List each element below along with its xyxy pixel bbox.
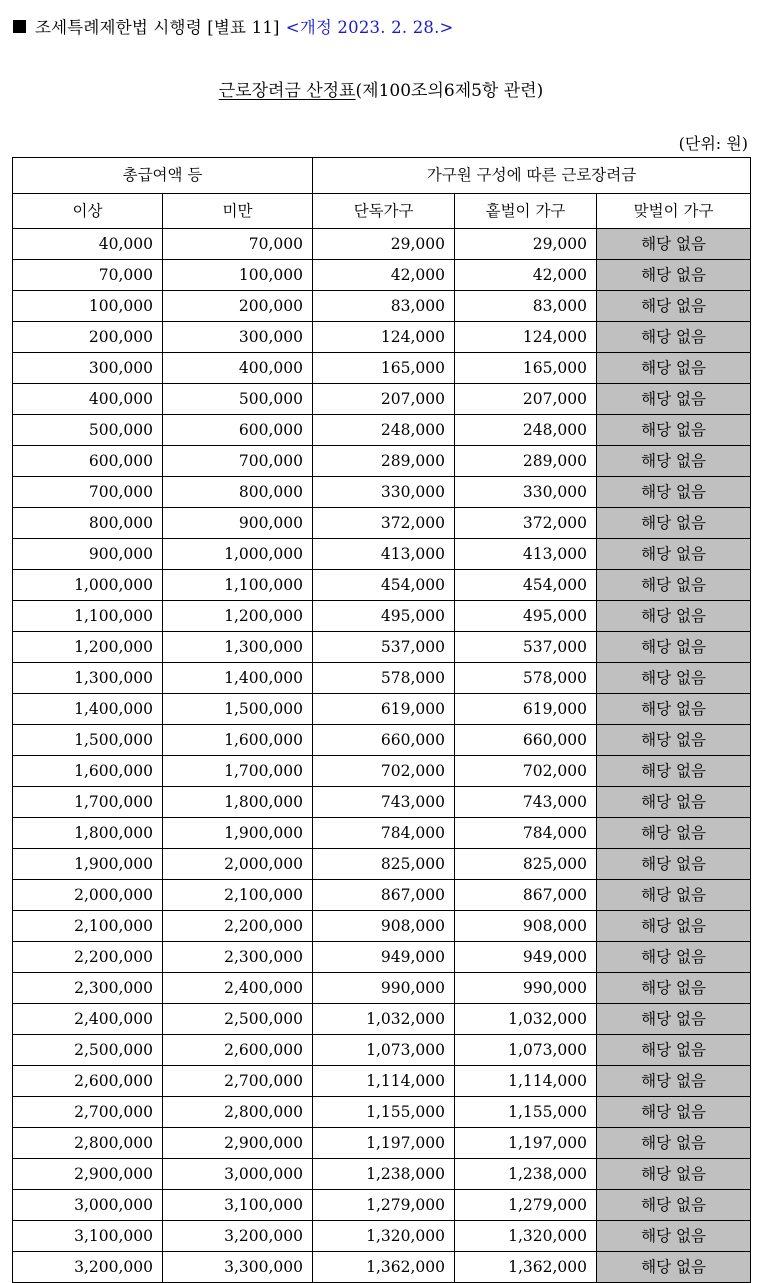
credit-single-household: 619,000 [313, 694, 455, 725]
table-row [13, 942, 751, 973]
table-row [13, 911, 751, 942]
credit-dual-earner-household: 해당 없음 [597, 849, 751, 880]
credit-single-household: 1,032,000 [313, 1004, 455, 1035]
credit-single-household: 454,000 [313, 570, 455, 601]
bracket-lower-bound: 1,200,000 [13, 632, 163, 663]
credit-single-household: 949,000 [313, 942, 455, 973]
bracket-upper-bound: 3,000,000 [163, 1159, 313, 1190]
credit-single-earner-household: 248,000 [455, 415, 597, 446]
credit-dual-earner-household: 해당 없음 [597, 260, 751, 291]
bracket-upper-bound: 500,000 [163, 384, 313, 415]
credit-single-earner-household: 124,000 [455, 322, 597, 353]
credit-dual-earner-household: 해당 없음 [597, 632, 751, 663]
credit-dual-earner-household: 해당 없음 [597, 911, 751, 942]
bracket-lower-bound: 700,000 [13, 477, 163, 508]
table-row [13, 1190, 751, 1221]
credit-single-household: 1,362,000 [313, 1252, 455, 1283]
credit-dual-earner-household: 해당 없음 [597, 818, 751, 849]
credit-single-earner-household: 660,000 [455, 725, 597, 756]
table-header [13, 158, 751, 229]
credit-single-earner-household: 784,000 [455, 818, 597, 849]
bracket-lower-bound: 100,000 [13, 291, 163, 322]
bracket-lower-bound: 2,700,000 [13, 1097, 163, 1128]
table-row [13, 1035, 751, 1066]
credit-dual-earner-household: 해당 없음 [597, 1128, 751, 1159]
unit-note: (단위: 원) [678, 134, 748, 153]
bracket-lower-bound: 300,000 [13, 353, 163, 384]
credit-single-earner-household: 1,114,000 [455, 1066, 597, 1097]
credit-single-household: 1,197,000 [313, 1128, 455, 1159]
credit-dual-earner-household: 해당 없음 [597, 384, 751, 415]
credit-single-household: 1,238,000 [313, 1159, 455, 1190]
credit-single-household: 702,000 [313, 756, 455, 787]
bracket-lower-bound: 1,600,000 [13, 756, 163, 787]
bracket-upper-bound: 3,300,000 [163, 1252, 313, 1283]
credit-dual-earner-household: 해당 없음 [597, 1159, 751, 1190]
credit-single-household: 867,000 [313, 880, 455, 911]
filled-square-icon [13, 20, 26, 33]
bracket-upper-bound: 3,200,000 [163, 1221, 313, 1252]
credit-dual-earner-household: 해당 없음 [597, 353, 751, 384]
credit-single-household: 578,000 [313, 663, 455, 694]
table-row [13, 260, 751, 291]
table-row [13, 1221, 751, 1252]
table-row [13, 229, 751, 260]
column-header-to: 미만 [163, 194, 313, 229]
bracket-lower-bound: 200,000 [13, 322, 163, 353]
table-row [13, 446, 751, 477]
credit-dual-earner-household: 해당 없음 [597, 1004, 751, 1035]
bracket-upper-bound: 2,900,000 [163, 1128, 313, 1159]
credit-single-household: 908,000 [313, 911, 455, 942]
credit-dual-earner-household: 해당 없음 [597, 1190, 751, 1221]
bracket-lower-bound: 2,800,000 [13, 1128, 163, 1159]
bracket-lower-bound: 70,000 [13, 260, 163, 291]
column-header-from: 이상 [13, 194, 163, 229]
credit-dual-earner-household: 해당 없음 [597, 601, 751, 632]
law-reference: 조세특례제한법 시행령 [별표 11] [35, 18, 280, 37]
table-row [13, 880, 751, 911]
bracket-lower-bound: 3,000,000 [13, 1190, 163, 1221]
bracket-upper-bound: 1,400,000 [163, 663, 313, 694]
bracket-upper-bound: 2,000,000 [163, 849, 313, 880]
credit-single-household: 1,320,000 [313, 1221, 455, 1252]
table-row [13, 322, 751, 353]
credit-single-earner-household: 1,197,000 [455, 1128, 597, 1159]
revision-note: <개정 2023. 2. 28.> [285, 18, 454, 37]
credit-dual-earner-household: 해당 없음 [597, 1097, 751, 1128]
bracket-lower-bound: 1,300,000 [13, 663, 163, 694]
credit-single-earner-household: 1,155,000 [455, 1097, 597, 1128]
page-title-main: 근로장려금 산정표 [218, 81, 356, 101]
table-row [13, 818, 751, 849]
bracket-upper-bound: 100,000 [163, 260, 313, 291]
table-row [13, 1159, 751, 1190]
bracket-upper-bound: 1,700,000 [163, 756, 313, 787]
credit-single-earner-household: 207,000 [455, 384, 597, 415]
earned-income-tax-credit-table [12, 157, 751, 1283]
bracket-lower-bound: 1,900,000 [13, 849, 163, 880]
credit-single-household: 124,000 [313, 322, 455, 353]
credit-dual-earner-household: 해당 없음 [597, 570, 751, 601]
credit-dual-earner-household: 해당 없음 [597, 415, 751, 446]
bracket-upper-bound: 700,000 [163, 446, 313, 477]
credit-single-household: 83,000 [313, 291, 455, 322]
credit-single-earner-household: 1,032,000 [455, 1004, 597, 1035]
document-header [13, 14, 454, 38]
credit-single-earner-household: 578,000 [455, 663, 597, 694]
table-row [13, 384, 751, 415]
bracket-upper-bound: 1,800,000 [163, 787, 313, 818]
bracket-lower-bound: 2,100,000 [13, 911, 163, 942]
table-row [13, 570, 751, 601]
bracket-upper-bound: 1,900,000 [163, 818, 313, 849]
bracket-upper-bound: 1,000,000 [163, 539, 313, 570]
bracket-upper-bound: 400,000 [163, 353, 313, 384]
group-header-total-salary: 총급여액 등 [13, 158, 313, 194]
credit-dual-earner-household: 해당 없음 [597, 756, 751, 787]
bracket-upper-bound: 2,700,000 [163, 1066, 313, 1097]
table-row [13, 291, 751, 322]
table-row [13, 1252, 751, 1283]
bracket-lower-bound: 1,400,000 [13, 694, 163, 725]
credit-single-household: 165,000 [313, 353, 455, 384]
credit-single-household: 825,000 [313, 849, 455, 880]
credit-single-earner-household: 413,000 [455, 539, 597, 570]
credit-single-earner-household: 867,000 [455, 880, 597, 911]
credit-single-household: 1,073,000 [313, 1035, 455, 1066]
bracket-upper-bound: 70,000 [163, 229, 313, 260]
bracket-upper-bound: 2,100,000 [163, 880, 313, 911]
bracket-lower-bound: 2,000,000 [13, 880, 163, 911]
bracket-upper-bound: 300,000 [163, 322, 313, 353]
table-row [13, 725, 751, 756]
credit-single-household: 1,155,000 [313, 1097, 455, 1128]
credit-dual-earner-household: 해당 없음 [597, 787, 751, 818]
table-column-header-row [13, 194, 751, 229]
credit-single-earner-household: 29,000 [455, 229, 597, 260]
bracket-lower-bound: 1,100,000 [13, 601, 163, 632]
table-row [13, 973, 751, 1004]
credit-single-household: 207,000 [313, 384, 455, 415]
bracket-upper-bound: 2,500,000 [163, 1004, 313, 1035]
credit-single-household: 660,000 [313, 725, 455, 756]
table-row [13, 353, 751, 384]
table-row [13, 663, 751, 694]
credit-dual-earner-household: 해당 없음 [597, 880, 751, 911]
credit-dual-earner-household: 해당 없음 [597, 1035, 751, 1066]
credit-single-earner-household: 165,000 [455, 353, 597, 384]
bracket-upper-bound: 3,100,000 [163, 1190, 313, 1221]
bracket-upper-bound: 2,800,000 [163, 1097, 313, 1128]
credit-dual-earner-household: 해당 없음 [597, 477, 751, 508]
column-header-single-earner-household: 홑벌이 가구 [455, 194, 597, 229]
credit-single-household: 42,000 [313, 260, 455, 291]
credit-single-earner-household: 908,000 [455, 911, 597, 942]
bracket-upper-bound: 1,600,000 [163, 725, 313, 756]
credit-single-household: 413,000 [313, 539, 455, 570]
credit-single-household: 1,279,000 [313, 1190, 455, 1221]
table-row [13, 694, 751, 725]
credit-dual-earner-household: 해당 없음 [597, 1221, 751, 1252]
bracket-lower-bound: 1,500,000 [13, 725, 163, 756]
credit-single-earner-household: 1,320,000 [455, 1221, 597, 1252]
credit-single-household: 29,000 [313, 229, 455, 260]
credit-single-earner-household: 454,000 [455, 570, 597, 601]
credit-single-household: 289,000 [313, 446, 455, 477]
credit-single-household: 1,114,000 [313, 1066, 455, 1097]
credit-single-earner-household: 1,073,000 [455, 1035, 597, 1066]
credit-single-earner-household: 1,279,000 [455, 1190, 597, 1221]
table-row [13, 849, 751, 880]
credit-dual-earner-household: 해당 없음 [597, 508, 751, 539]
credit-single-earner-household: 372,000 [455, 508, 597, 539]
credit-single-earner-household: 289,000 [455, 446, 597, 477]
column-header-dual-earner-household: 맞벌이 가구 [597, 194, 751, 229]
table-row [13, 756, 751, 787]
credit-single-earner-household: 537,000 [455, 632, 597, 663]
page-title-reference: (제100조의6제5항 관련) [355, 81, 544, 101]
credit-dual-earner-household: 해당 없음 [597, 322, 751, 353]
credit-single-household: 495,000 [313, 601, 455, 632]
bracket-upper-bound: 2,300,000 [163, 942, 313, 973]
bracket-upper-bound: 1,500,000 [163, 694, 313, 725]
credit-single-earner-household: 743,000 [455, 787, 597, 818]
bracket-lower-bound: 900,000 [13, 539, 163, 570]
credit-single-earner-household: 42,000 [455, 260, 597, 291]
table-row [13, 1066, 751, 1097]
bracket-lower-bound: 2,600,000 [13, 1066, 163, 1097]
bracket-lower-bound: 2,900,000 [13, 1159, 163, 1190]
credit-dual-earner-household: 해당 없음 [597, 229, 751, 260]
table-row [13, 1097, 751, 1128]
bracket-upper-bound: 2,600,000 [163, 1035, 313, 1066]
page-title [0, 76, 762, 101]
column-header-single-household: 단독가구 [313, 194, 455, 229]
table-row [13, 539, 751, 570]
credit-dual-earner-household: 해당 없음 [597, 663, 751, 694]
bracket-lower-bound: 1,800,000 [13, 818, 163, 849]
credit-dual-earner-household: 해당 없음 [597, 694, 751, 725]
bracket-lower-bound: 2,200,000 [13, 942, 163, 973]
table-row [13, 508, 751, 539]
bracket-upper-bound: 200,000 [163, 291, 313, 322]
credit-single-household: 990,000 [313, 973, 455, 1004]
bracket-lower-bound: 3,100,000 [13, 1221, 163, 1252]
credit-single-earner-household: 83,000 [455, 291, 597, 322]
table-row [13, 601, 751, 632]
credit-single-earner-household: 619,000 [455, 694, 597, 725]
credit-single-earner-household: 949,000 [455, 942, 597, 973]
credit-dual-earner-household: 해당 없음 [597, 1066, 751, 1097]
credit-single-earner-household: 1,362,000 [455, 1252, 597, 1283]
credit-single-earner-household: 495,000 [455, 601, 597, 632]
bracket-lower-bound: 400,000 [13, 384, 163, 415]
bracket-lower-bound: 2,400,000 [13, 1004, 163, 1035]
bracket-upper-bound: 800,000 [163, 477, 313, 508]
credit-dual-earner-household: 해당 없음 [597, 446, 751, 477]
bracket-upper-bound: 2,200,000 [163, 911, 313, 942]
credit-dual-earner-household: 해당 없음 [597, 291, 751, 322]
bracket-lower-bound: 800,000 [13, 508, 163, 539]
bracket-upper-bound: 1,300,000 [163, 632, 313, 663]
bracket-lower-bound: 2,500,000 [13, 1035, 163, 1066]
bracket-lower-bound: 1,000,000 [13, 570, 163, 601]
credit-single-household: 248,000 [313, 415, 455, 446]
table-row [13, 477, 751, 508]
table-row [13, 632, 751, 663]
credit-single-earner-household: 990,000 [455, 973, 597, 1004]
bracket-lower-bound: 500,000 [13, 415, 163, 446]
table-row [13, 787, 751, 818]
credit-single-earner-household: 702,000 [455, 756, 597, 787]
credit-dual-earner-household: 해당 없음 [597, 539, 751, 570]
credit-single-earner-household: 1,238,000 [455, 1159, 597, 1190]
table-row [13, 1128, 751, 1159]
bracket-upper-bound: 600,000 [163, 415, 313, 446]
table-row [13, 1004, 751, 1035]
credit-single-household: 784,000 [313, 818, 455, 849]
bracket-lower-bound: 40,000 [13, 229, 163, 260]
table-group-header-row [13, 158, 751, 194]
bracket-upper-bound: 1,200,000 [163, 601, 313, 632]
group-header-credit-by-household: 가구원 구성에 따른 근로장려금 [313, 158, 751, 194]
bracket-lower-bound: 2,300,000 [13, 973, 163, 1004]
credit-single-household: 743,000 [313, 787, 455, 818]
bracket-upper-bound: 2,400,000 [163, 973, 313, 1004]
credit-dual-earner-household: 해당 없음 [597, 725, 751, 756]
bracket-lower-bound: 3,200,000 [13, 1252, 163, 1283]
credit-single-earner-household: 825,000 [455, 849, 597, 880]
bracket-upper-bound: 900,000 [163, 508, 313, 539]
bracket-upper-bound: 1,100,000 [163, 570, 313, 601]
table-row [13, 415, 751, 446]
credit-single-household: 537,000 [313, 632, 455, 663]
credit-single-household: 330,000 [313, 477, 455, 508]
credit-dual-earner-household: 해당 없음 [597, 973, 751, 1004]
credit-single-household: 372,000 [313, 508, 455, 539]
table-body [13, 229, 751, 1283]
credit-dual-earner-household: 해당 없음 [597, 1252, 751, 1283]
credit-single-earner-household: 330,000 [455, 477, 597, 508]
credit-dual-earner-household: 해당 없음 [597, 942, 751, 973]
bracket-lower-bound: 1,700,000 [13, 787, 163, 818]
bracket-lower-bound: 600,000 [13, 446, 163, 477]
